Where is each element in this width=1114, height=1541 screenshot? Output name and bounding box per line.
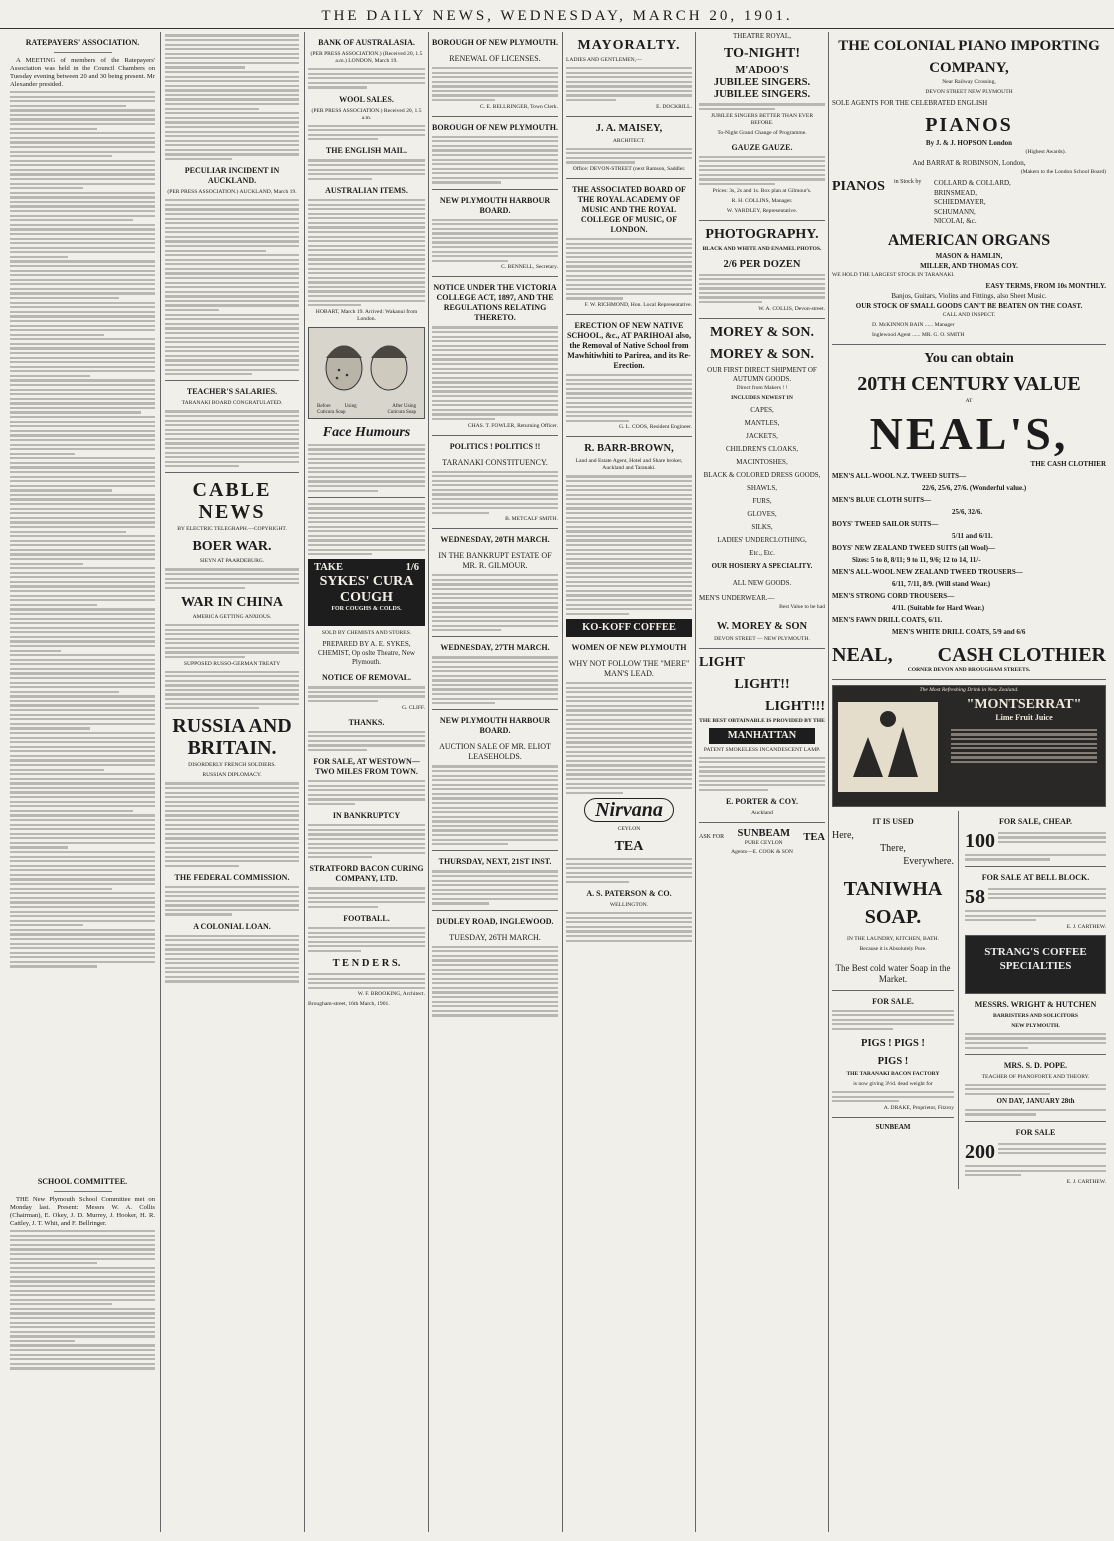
before-label: Before Using Cuticura Soap xyxy=(317,403,357,415)
teachers-heading: TEACHER'S SALARIES. xyxy=(186,387,278,397)
light-1: LIGHT xyxy=(699,654,745,670)
sunbeam-ad xyxy=(699,828,825,848)
auckland-line: Auckland xyxy=(751,809,773,816)
at-line: AT xyxy=(965,397,973,404)
column-rule xyxy=(828,32,829,1532)
maisey-sub: ARCHITECT. xyxy=(612,137,646,144)
maker-item: SCHIEDMAYER, xyxy=(934,198,986,206)
best-cold-line: The Best cold water Soap in the Market. xyxy=(835,962,951,984)
forsale4-heading: FOR SALE xyxy=(1015,1127,1056,1137)
column-rule xyxy=(562,32,563,1532)
bain-line: D. McKINNON BAIN ...... Manager xyxy=(872,321,955,328)
highest-line: (Highest Awards). xyxy=(1025,149,1066,155)
wed20-heading: WEDNESDAY, 20TH MARCH. xyxy=(440,535,550,545)
miller-line: MILLER, AND THOMAS COY. xyxy=(920,261,1018,270)
article-body-lines xyxy=(10,91,155,1171)
article-body-lines xyxy=(432,136,558,184)
borough2-heading: BOROUGH OF NEW PLYMOUTH. xyxy=(432,122,558,132)
mason-line: MASON & HAMLIN, xyxy=(935,251,1003,260)
article-body-lines xyxy=(308,731,425,752)
russia-sub: DISORDERLY FRENCH SOLDIERS. xyxy=(188,762,276,769)
suit-item: 6/11, 7/11, 8/9. (Will stand Wear.) xyxy=(892,579,991,588)
ratepayers-heading: RATEPAYERS' ASSOCIATION. xyxy=(25,38,140,47)
article-body-lines xyxy=(432,946,558,1017)
jubilee-3: JUBILEE SINGERS. xyxy=(713,89,811,100)
per-dozen: 2/6 PER DOZEN xyxy=(723,258,801,270)
pure-ceylon: PURE CEYLON xyxy=(744,839,783,846)
goods-item: LADIES' UNDERCLOTHING, xyxy=(717,535,807,544)
column-rule xyxy=(428,32,429,1532)
obtain-heading: You can obtain xyxy=(924,350,1014,366)
article-body-lines xyxy=(432,471,558,514)
women-heading: WOMEN OF NEW PLYMOUTH xyxy=(571,642,687,652)
thanks-heading: THANKS. xyxy=(348,717,385,727)
article-body-lines xyxy=(10,1230,155,1370)
suit-item: MEN'S FAWN DRILL COATS, 6/11. xyxy=(832,615,943,624)
federal-heading: THE FEDERAL COMMISSION. xyxy=(174,873,290,882)
forsale3-heading: FOR SALE. xyxy=(872,996,914,1006)
barrat-line: And BARRAT & ROBINSON, London, xyxy=(912,159,1026,167)
patent-line: PATENT SMOKELESS INCANDESCENT LAMP. xyxy=(703,746,821,753)
direct-line: Direct from Makers ! ! xyxy=(736,384,788,391)
article-body-lines xyxy=(566,858,692,883)
jubilee-1: M'ADOO'S xyxy=(735,65,789,76)
porter-line: E. PORTER & COY. xyxy=(725,796,799,806)
tenders-heading: T E N D E R S. xyxy=(332,958,401,970)
article-body-lines xyxy=(308,159,425,180)
maker-item: NICOLAI, &c. xyxy=(934,217,977,225)
yardley-line: W. YARDLEY, Representative. xyxy=(726,207,798,214)
bacon-line: THE TARANAKI BACON FACTORY xyxy=(846,1071,940,1077)
bank-heading: BANK OF AUSTRALASIA. xyxy=(318,38,415,47)
article-body-lines xyxy=(432,656,558,704)
wool-heading: WOOL SALES. xyxy=(339,94,394,104)
taniwha-column xyxy=(832,811,959,1189)
wool-sub: (PER PRESS ASSOCIATION.) Received 20, 1.5 a.m. xyxy=(311,107,422,121)
suit-item: BOYS' TWEED SAILOR SUITS— xyxy=(832,519,939,528)
suit-item: 25/6, 32/6. xyxy=(952,507,983,516)
soap-heading: SOAP. xyxy=(864,905,922,928)
suit-item: MEN'S ALL-WOOL NEW ZEALAND TWEED TROUSERS— xyxy=(832,567,1023,576)
tonight-heading: TO-NIGHT! xyxy=(724,46,800,61)
here-line: Here, xyxy=(832,829,854,841)
bank-sub: (PER PRESS ASSOCIATION.) (Received 20, 1.5 a.m.) LONDON, March 19. xyxy=(310,51,423,64)
article-body-lines xyxy=(699,103,825,110)
westown-heading: FOR SALE, AT WESTOWN—TWO MILES FROM TOWN. xyxy=(313,757,420,777)
barrow-sub: Land and Estate Agent, Hotel and Share broker, Auckland and Taranaki. xyxy=(575,458,683,472)
thursday-heading: THURSDAY, NEXT, 21ST INST. xyxy=(438,857,552,867)
article-body-lines xyxy=(308,199,425,306)
price-text: 1/6 xyxy=(405,562,419,574)
taniwha-heading: TANIWHA xyxy=(843,877,943,900)
removal-sign: G. CLIFF. xyxy=(401,704,425,711)
wed27-heading: WEDNESDAY, 27TH MARCH. xyxy=(440,643,550,653)
pigs-heading-2: PIGS ! xyxy=(877,1056,909,1067)
collins-line: R. H. COLLINS, Manager. xyxy=(731,197,793,204)
harbour-sign: C. BENNELL, Secretary. xyxy=(501,264,558,271)
article-body-lines xyxy=(308,68,425,89)
maker-item: COLLARD & COLLARD, xyxy=(934,179,1011,187)
used-line: IT IS USED xyxy=(872,816,914,826)
gauze-heading: GAUZE GAUZE. xyxy=(731,142,793,152)
ladies-line: LADIES AND GENTLEMEN,— xyxy=(566,57,642,63)
forsale-cheap-heading: FOR SALE, CHEAP. xyxy=(998,816,1073,826)
victoria-heading: NOTICE UNDER THE VICTORIA COLLEGE ACT, 1897, AND THE REGULATIONS RELATING THERETO. xyxy=(433,283,557,323)
goods-list xyxy=(699,406,825,558)
article-body-lines xyxy=(699,757,825,791)
ask-for: ASK FOR xyxy=(699,833,725,840)
why-heading: WHY NOT FOLLOW THE "MERE" MAN'S LEAD. xyxy=(568,658,690,678)
after-label: After Using Cuticura Soap xyxy=(387,403,416,415)
maisey-office: Office: DEVON-STREET (next Ramson, Saddler. xyxy=(572,165,686,172)
article-body-lines xyxy=(308,503,425,556)
goods-item: MACINTOSHES, xyxy=(736,457,788,466)
auction-heading: AUCTION SALE OF MR. ELIOT LEASEHOLDS. xyxy=(439,742,551,762)
suits-list xyxy=(832,470,1106,638)
photography-heading: PHOTOGRAPHY. xyxy=(705,226,819,242)
jubilee-better: JUBILEE SINGERS BETTER THAN EVER BEFORE. xyxy=(710,112,814,126)
jubilee-2: JUBILEE SINGERS. xyxy=(713,77,811,88)
taranaki-heading: TARANAKI CONSTITUENCY. xyxy=(442,457,548,467)
china-heading: WAR IN CHINA xyxy=(181,594,283,610)
stock-line: in Stock by xyxy=(894,179,922,185)
removal-heading: NOTICE OF REMOVAL. xyxy=(321,673,412,683)
column-rule xyxy=(304,32,305,1532)
neal-cash-row xyxy=(832,644,1106,666)
associated-heading: THE ASSOCIATED BOARD OF THE ROYAL ACADEMY OF MUSIC AND THE ROYAL COLLEGE OF MUSIC, OF LONDON. xyxy=(572,184,686,234)
monday-line: ON DAY, JANUARY 28th xyxy=(996,1097,1075,1106)
makers-line: (Makers to the London School Board) xyxy=(1020,169,1106,175)
article-body-lines xyxy=(308,973,425,989)
fowler-sign: CHAS. T. FOWLER, Returning Officer. xyxy=(467,422,558,429)
colonial-heading-2: COMPANY, xyxy=(929,60,1009,76)
smith-line: Inglewood Agent ...... MR. G. O. SMITH xyxy=(872,331,965,338)
maisey-heading: J. A. MAISEY, xyxy=(595,122,663,134)
suit-item: 4/11. (Suitable for Hard Wear.) xyxy=(892,603,985,612)
column-4 xyxy=(432,32,558,1532)
goods-item: SILKS, xyxy=(751,522,773,531)
there-line: There, xyxy=(880,842,906,854)
article-body-lines xyxy=(165,624,299,658)
morey-heading-2: MOREY & SON. xyxy=(709,346,815,362)
column-5 xyxy=(566,32,692,1532)
pianos-heading-2: PIANOS xyxy=(832,179,885,194)
cable-heading: CABLE NEWS xyxy=(192,479,272,524)
boer-heading: BOER WAR. xyxy=(192,539,272,555)
montserrat-ad xyxy=(832,685,1106,807)
suit-item: 5/11 and 6/11. xyxy=(952,531,993,540)
devon-line: DEVON STREET — NEW PLYMOUTH. xyxy=(714,635,810,642)
article-body-lines xyxy=(699,156,825,186)
estate-heading: IN THE BANKRUPT ESTATE OF MR. R. GILMOUR. xyxy=(438,551,552,571)
light-3: LIGHT!!! xyxy=(765,698,825,714)
article-body-lines xyxy=(699,274,825,304)
light-2: LIGHT!! xyxy=(734,676,790,692)
morey-big: W. MOREY & SON xyxy=(716,620,808,632)
article-body-lines xyxy=(432,870,558,904)
terms-line: EASY TERMS, FROM 10s MONTHLY. xyxy=(985,281,1106,290)
article-body-lines xyxy=(165,671,299,710)
suit-item: MEN'S WHITE DRILL COATS, 5/9 and 6/6 xyxy=(892,627,1026,636)
corner-line: CORNER DEVON AND BROUGHAM STREETS. xyxy=(907,666,1031,673)
boer-sub: SIEYN AT PAARDEBURG. xyxy=(199,558,265,565)
column-7 xyxy=(832,32,1106,1532)
theatre-line: THEATRE ROYAL, xyxy=(733,32,791,40)
enamel-line: BLACK AND WHITE AND ENAMEL PHOTOS. xyxy=(702,245,822,252)
article-body-lines xyxy=(308,780,425,805)
goods-item: CAPES, xyxy=(750,405,774,414)
peculiar-heading: PECULIAR INCIDENT IN AUCKLAND. xyxy=(184,166,280,186)
acres-200: 200 xyxy=(965,1140,995,1163)
railway-line: Near Railway Crossing, xyxy=(942,79,996,85)
makers-list xyxy=(934,179,1011,227)
montserrat-crest-icon xyxy=(833,697,943,797)
article-body-lines xyxy=(566,148,692,164)
sunbeam-brand: SUNBEAM xyxy=(737,827,791,839)
provided-line: THE BEST OBTAINABLE IS PROVIDED BY THE xyxy=(699,717,825,724)
column-6 xyxy=(699,32,825,1532)
article-body-lines xyxy=(566,682,692,794)
agents-line: Agents—E. COOK & SON xyxy=(731,848,793,855)
article-body-lines xyxy=(432,67,558,101)
harbour-heading: NEW PLYMOUTH HARBOUR BOARD. xyxy=(439,195,551,215)
article-body-lines xyxy=(308,927,425,952)
small-goods-line: OUR STOCK OF SMALL GOODS CAN'T BE BEATEN ON THE COAST. xyxy=(855,301,1083,310)
shipment-line: OUR FIRST DIRECT SHIPMENT OF AUTUMN GOODS. xyxy=(707,365,817,383)
ceylon-text: CEYLON xyxy=(617,825,641,832)
wright-heading: MESSRS. WRIGHT & HUTCHEN xyxy=(974,999,1097,1009)
take-text: TAKE xyxy=(314,562,343,574)
manhattan-banner: MANHATTAN xyxy=(709,728,815,744)
prepared-text: PREPARED BY A. E. SYKES, CHEMIST, Op oslte Theatre, New Plymouth. xyxy=(318,640,415,667)
everywhere-line: Everywhere. xyxy=(903,855,954,867)
hobart-line: HOBART, March 19. Arrived: Wakanui from London. xyxy=(315,308,418,322)
organs-heading: AMERICAN ORGANS xyxy=(887,231,1051,249)
goods-item: BLACK & COLORED DRESS GOODS, xyxy=(703,470,821,479)
hopson-line: By J. & J. HOPSON London xyxy=(925,139,1013,147)
suit-item: Sizes: 5 to 8, 8/11; 9 to 11, 9/6; 12 to 14, 11/- xyxy=(852,555,981,564)
goods-item: Etc., Etc. xyxy=(749,548,775,557)
nirvana-logo xyxy=(566,798,692,822)
laundry-line: IN THE LAUNDRY, KITCHEN, BATH. xyxy=(847,935,939,942)
harbour2-heading: NEW PLYMOUTH HARBOUR BOARD. xyxy=(439,716,551,736)
ratepayers-intro: A MEETING of members of the Ratepayers' Association was held in the Council Chambers on Tuesday evening between 20 and 30 being present. Mr Alexander presided. xyxy=(10,57,155,88)
giving-line: is now giving 3½d. dead weight for xyxy=(853,1081,933,1087)
cuticura-illustration xyxy=(308,327,425,419)
bankruptcy-heading: IN BANKRUPTCY xyxy=(332,811,401,821)
sykes-brand: SYKES' CURA COUGH xyxy=(319,574,414,606)
masthead: THE DAILY NEWS, WEDNESDAY, MARCH 20, 1901. xyxy=(0,0,1114,29)
article-body-lines xyxy=(165,199,299,375)
article-body-lines xyxy=(165,34,299,160)
sale-column xyxy=(965,811,1106,1189)
suit-item: BOYS' NEW ZEALAND TWEED SUITS (all Wool)— xyxy=(832,543,995,552)
paterson-heading: A. S. PATERSON & CO. xyxy=(586,889,672,899)
nirvana-text: Nirvana xyxy=(584,798,674,822)
richmond-sign: F. W. RICHMOND, Hon. Local Representative. xyxy=(584,302,692,309)
sykes-cura-cough-ad xyxy=(308,559,425,626)
neal-heading-2: NEAL, xyxy=(832,643,893,666)
devon-np-line: DEVON STREET NEW PLYMOUTH xyxy=(925,89,1013,95)
banjos-line: Banjos, Guitars, Violins and Fittings, also Sheet Music. xyxy=(891,291,1047,300)
goods-item: MANTLES, xyxy=(744,418,780,427)
article-body-lines xyxy=(308,686,425,702)
includes-line: INCLUDES NEWEST IN xyxy=(731,394,793,401)
article-body-lines xyxy=(165,568,299,589)
cable-sub: BY ELECTRIC TELEGRAPH.—COPYRIGHT. xyxy=(177,526,287,533)
acres-100: 100 xyxy=(965,829,995,852)
goods-item: FURS, xyxy=(752,496,772,505)
tenders-date: Brougham-street, 16th March, 1901. xyxy=(308,1001,390,1008)
australian-heading: AUSTRALIAN ITEMS. xyxy=(325,185,408,195)
teachers-sub: TARANAKI BOARD CONGRATULATED. xyxy=(181,400,283,407)
pigs-heading: PIGS ! PIGS ! xyxy=(861,1038,925,1049)
teacher-line: TEACHER OF PIANOFORTE AND THEORY. xyxy=(981,1073,1090,1080)
china-sub: AMERICA GETTING ANXIOUS. xyxy=(192,613,272,620)
goods-item: GLOVES, xyxy=(747,509,777,518)
smith-sign: B. METCALF SMITH. xyxy=(505,516,558,523)
article-body-lines xyxy=(432,219,558,262)
russia-heading: RUSSIA AND BRITAIN. xyxy=(172,715,292,760)
suit-item: MEN'S ALL-WOOL N.Z. TWEED SUITS— xyxy=(832,471,967,480)
article-body-lines xyxy=(432,326,558,420)
tea-text: TEA xyxy=(614,838,644,854)
colonial-loan-heading: A COLONIAL LOAN. xyxy=(193,921,271,931)
pianos-heading: PIANOS xyxy=(925,114,1013,136)
peculiar-sub: (PER PRESS ASSOCIATION.) AUCKLAND, March 19. xyxy=(167,189,297,196)
article-body-lines xyxy=(165,886,299,916)
article-body-lines xyxy=(432,574,558,631)
carthew-sign-2: E. J. CARTHEW. xyxy=(1066,1178,1106,1185)
article-body-lines xyxy=(566,67,692,101)
article-body-lines xyxy=(308,824,425,858)
underwear-line: MEN'S UNDERWEAR.— xyxy=(699,593,775,602)
russia-sub2: RUSSIAN DIPLOMACY. xyxy=(202,772,262,779)
drake-sign: A. DRAKE, Proprietor, Fitzroy xyxy=(883,1104,954,1111)
supp-sub: SUPPOSED RUSSO-GERMAN TREATY xyxy=(183,660,281,667)
strangs-coffee-banner: STRANG'S COFFEE SPECIALTIES xyxy=(965,935,1106,994)
column-2 xyxy=(165,32,299,1532)
article-body-lines xyxy=(566,912,692,942)
article-body-lines xyxy=(165,782,299,867)
coughs-text: FOR COUGHS & COLDS. xyxy=(331,606,402,613)
white-sign: W. A. COLLIS, Devon-street. xyxy=(758,305,825,312)
pope-heading: MRS. S. D. POPE. xyxy=(1003,1060,1068,1070)
article-body-lines xyxy=(566,374,692,422)
agents-line: SOLE AGENTS FOR THE CELEBRATED ENGLISH xyxy=(832,99,988,107)
school-heading: SCHOOL COMMITTEE. xyxy=(37,1177,128,1187)
lime-juice: Lime Fruit Juice xyxy=(995,712,1053,722)
acres-58: 58 xyxy=(965,885,985,908)
article-body-lines xyxy=(566,238,692,300)
renewal-heading: RENEWAL OF LICENSES. xyxy=(449,54,541,63)
cash-clothier-line: THE CASH CLOTHIER xyxy=(1030,459,1106,468)
tenders-sign: W. F. BROOKING, Architect. xyxy=(357,991,425,998)
column-rule xyxy=(160,32,161,1532)
school-intro: THE New Plymouth School Committee met on Monday last. Present: Messrs W. A. Collis (Chairman), E. Okey, J. D. Murrey, J. Hooker, H. R. Cattley, J. T. Whit, and F. Bellringer. xyxy=(10,1196,155,1227)
allnew-line: ALL NEW GOODS. xyxy=(732,578,792,587)
article-body-lines xyxy=(308,444,425,492)
grand-change: To-Night Grand Change of Programme. xyxy=(717,129,807,136)
call-line: CALL AND INSPECT. xyxy=(942,311,996,318)
montserrat-brand: "MONTSERRAT" xyxy=(966,696,1082,712)
borough-heading: BOROUGH OF NEW PLYMOUTH. xyxy=(432,38,558,47)
suit-item: MEN'S BLUE CLOTH SUITS— xyxy=(832,495,931,504)
face-humours-heading: Face Humours xyxy=(322,424,411,440)
article-body-lines xyxy=(432,765,558,845)
colonial-heading-1: THE COLONIAL PIANO IMPORTING xyxy=(838,38,1100,54)
suit-item: MEN'S STRONG CORD TROUSERS— xyxy=(832,591,955,600)
goods-item: CHILDREN'S CLOAKS, xyxy=(725,444,799,453)
hosiery-line: OUR HOSIERY A SPECIALITY. xyxy=(711,561,813,570)
politics-heading: POLITICS ! POLITICS !! xyxy=(449,441,541,451)
article-body-lines xyxy=(566,475,692,615)
suit-item: 22/6, 25/6, 27/6. (Wonderful value.) xyxy=(922,483,1027,492)
cash-heading-2: CASH CLOTHIER xyxy=(937,643,1106,666)
article-body-lines xyxy=(308,887,425,908)
kokoff-coffee-banner: KO-KOFF COFFEE xyxy=(566,619,692,637)
carthew-sign: E. J. CARTHEW. xyxy=(1066,923,1106,930)
sold-text: SOLD BY CHEMISTS AND STORES. xyxy=(321,630,412,637)
column-rule xyxy=(695,32,696,1532)
football-heading: FOOTBALL. xyxy=(343,913,390,923)
dudley-heading: DUDLEY ROAD, INGLEWOOD. xyxy=(436,916,554,926)
article-body-lines xyxy=(165,410,299,467)
pure-line: Because it is Absolutely Pure. xyxy=(859,945,927,952)
prices-line: Prices: 3s, 2s and 1s. Box plan at Gilmour's. xyxy=(712,187,812,194)
sunbeam-spill: SUNBEAM xyxy=(875,1122,911,1131)
dockrill-sign: E. DOCKRILL. xyxy=(656,103,692,110)
lower-ads xyxy=(832,811,1106,1189)
erection-heading: ERECTION OF NEW NATIVE SCHOOL, &c., AT PARIHOAI also, the Removal of Native School from Mawhitiwhiti to Parirea, and its Re-Erection. xyxy=(566,321,691,371)
bellringer-sign: C. E. BELLRINGER, Town Clerk. xyxy=(479,103,558,110)
sunbeam-tea: TEA xyxy=(803,831,825,843)
article-body-lines xyxy=(308,125,425,141)
century-heading: 20TH CENTURY VALUE xyxy=(857,372,1081,395)
stratford-heading: STRATFORD BACON CURING COMPANY, LTD. xyxy=(309,864,424,884)
bell-heading: FOR SALE AT BELL BLOCK. xyxy=(981,872,1090,882)
tuesday-heading: TUESDAY, 26TH MARCH. xyxy=(449,932,541,942)
np-line: NEW PLYMOUTH. xyxy=(1011,1022,1060,1029)
barrow-heading: R. BARR-BROWN, xyxy=(584,443,674,455)
hold-line: WE HOLD THE LARGEST STOCK IN TARANAKI. xyxy=(832,271,955,278)
goods-item: SHAWLS, xyxy=(747,483,777,492)
barristers-line: BARRISTERS AND SOLICITORS xyxy=(992,1012,1079,1019)
montserrat-top: The Most Refreshing Drink in New Zealand. xyxy=(919,686,1019,693)
article-body-lines xyxy=(165,935,299,983)
paterson-sub: WELLINGTON. xyxy=(609,902,649,909)
mail-heading: THE ENGLISH MAIL. xyxy=(325,146,408,156)
morey-heading-1: MOREY & SON. xyxy=(709,324,815,340)
neals-heading: NEAL'S, xyxy=(869,407,1069,459)
bestvalue-line: Best Value to be had xyxy=(779,603,825,610)
maker-item: BRINSMEAD, xyxy=(934,188,977,197)
column-3 xyxy=(308,32,425,1532)
column-1 xyxy=(10,32,155,1532)
maker-item: SCHUMANN, xyxy=(934,207,976,216)
goods-item: JACKETS, xyxy=(746,431,778,440)
pianos-stock xyxy=(832,179,1106,227)
logan-sign: G. L. COOS, Resident Engineer. xyxy=(618,424,692,431)
mayoralty-heading: MAYORALTY. xyxy=(577,38,681,53)
